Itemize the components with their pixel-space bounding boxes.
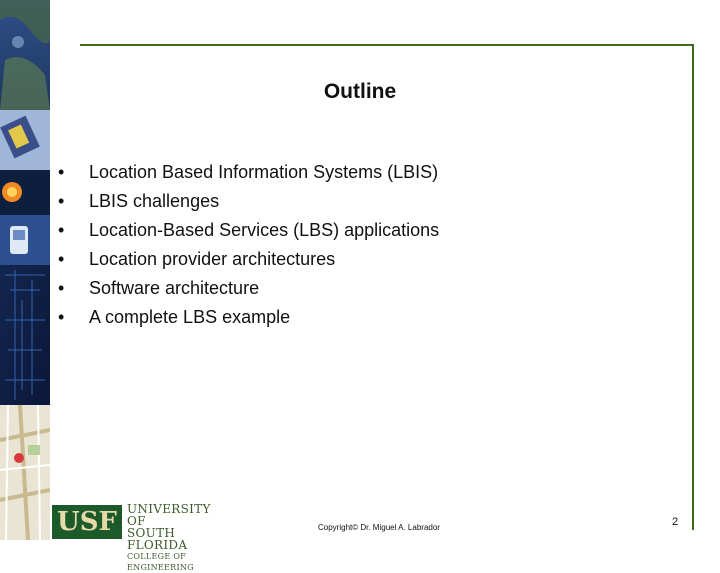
copyright-notice: Copyright© Dr. Miguel A. Labrador [318,523,440,532]
bullet-icon: • [58,191,65,211]
bullet-text: Location provider architectures [89,249,336,269]
usf-logo [52,502,227,572]
usf-logo-mark: USF [52,505,122,539]
bullet-text: Software architecture [89,278,260,298]
bullet-icon: • [58,220,65,240]
logo-line-1: UNIVERSITY OF [127,502,211,528]
bullet-icon: • [58,307,65,327]
decorative-collage-image [0,0,50,540]
bullet-icon: • [58,162,65,182]
bullet-text: LBIS challenges [89,191,220,211]
logo-line-2: SOUTH FLORIDA [127,526,188,552]
usf-logo-text [127,503,227,573]
bullet-text: Location-Based Services (LBS) applications [89,220,440,240]
right-frame-line [692,44,694,530]
bullet-icon: • [58,249,65,269]
page-number: 2 [672,516,679,528]
bullet-text: A complete LBS example [89,307,291,327]
decorative-image-strip [0,0,50,540]
bullet-text: Location Based Information Systems (LBIS) [89,162,439,182]
bullet-icon: • [58,278,65,298]
logo-line-3: COLLEGE OF ENGINEERING [127,552,194,572]
top-frame-line [80,44,694,46]
slide-title: Outline [323,80,397,103]
